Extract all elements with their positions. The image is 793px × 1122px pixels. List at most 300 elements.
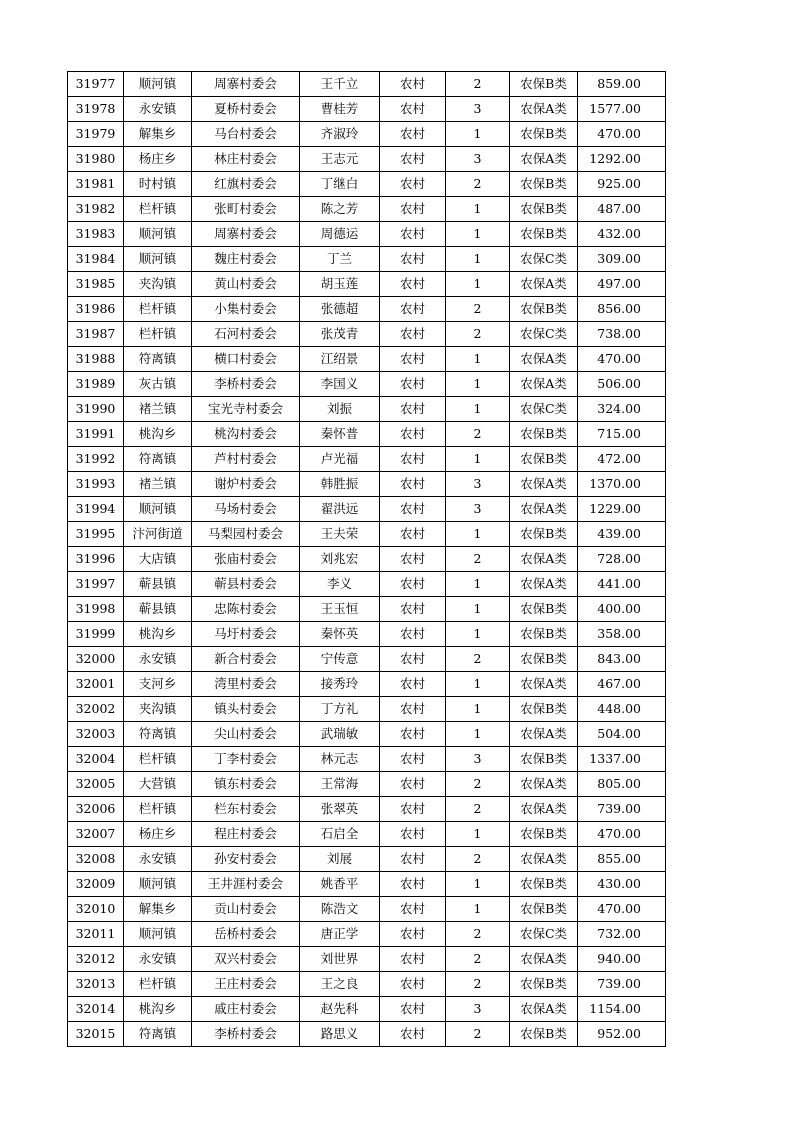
name-cell: 周德运 <box>300 222 380 247</box>
household-type-cell: 农村 <box>380 422 446 447</box>
household-size-cell: 2 <box>446 547 510 572</box>
table-body <box>68 72 666 1047</box>
household-size-cell: 2 <box>446 847 510 872</box>
township-cell: 解集乡 <box>124 122 192 147</box>
township-cell: 栏杆镇 <box>124 322 192 347</box>
name-cell: 张翠英 <box>300 797 380 822</box>
record-id-cell: 32005 <box>68 772 124 797</box>
record-id-cell: 31992 <box>68 447 124 472</box>
table-row <box>68 797 666 822</box>
household-type-cell: 农村 <box>380 1022 446 1047</box>
township-cell: 顺河镇 <box>124 872 192 897</box>
household-size-cell: 3 <box>446 147 510 172</box>
insurance-category-cell: 农保B类 <box>510 422 578 447</box>
household-size-cell: 1 <box>446 822 510 847</box>
table-row <box>68 497 666 522</box>
village-committee-cell: 宝光寺村委会 <box>192 397 300 422</box>
township-cell: 顺河镇 <box>124 497 192 522</box>
name-cell: 姚香平 <box>300 872 380 897</box>
record-id-cell: 31995 <box>68 522 124 547</box>
village-committee-cell: 蕲县村委会 <box>192 572 300 597</box>
household-type-cell: 农村 <box>380 622 446 647</box>
township-cell: 永安镇 <box>124 847 192 872</box>
township-cell: 大营镇 <box>124 772 192 797</box>
village-committee-cell: 李桥村委会 <box>192 372 300 397</box>
village-committee-cell: 芦村村委会 <box>192 447 300 472</box>
table-row <box>68 872 666 897</box>
record-id-cell: 31997 <box>68 572 124 597</box>
village-committee-cell: 忠陈村委会 <box>192 597 300 622</box>
household-size-cell: 1 <box>446 372 510 397</box>
township-cell: 杨庄乡 <box>124 147 192 172</box>
insurance-category-cell: 农保C类 <box>510 247 578 272</box>
record-id-cell: 31994 <box>68 497 124 522</box>
household-type-cell: 农村 <box>380 372 446 397</box>
table-row <box>68 322 666 347</box>
household-type-cell: 农村 <box>380 747 446 772</box>
household-type-cell: 农村 <box>380 147 446 172</box>
household-type-cell: 农村 <box>380 847 446 872</box>
household-size-cell: 1 <box>446 347 510 372</box>
township-cell: 解集乡 <box>124 897 192 922</box>
amount-cell: 1370.00 <box>578 472 666 497</box>
insurance-category-cell: 农保A类 <box>510 772 578 797</box>
record-id-cell: 32001 <box>68 672 124 697</box>
record-id-cell: 31991 <box>68 422 124 447</box>
insurance-category-cell: 农保A类 <box>510 472 578 497</box>
village-committee-cell: 孙安村委会 <box>192 847 300 872</box>
name-cell: 胡玉莲 <box>300 272 380 297</box>
name-cell: 秦怀英 <box>300 622 380 647</box>
insurance-category-cell: 农保B类 <box>510 522 578 547</box>
household-type-cell: 农村 <box>380 272 446 297</box>
household-type-cell: 农村 <box>380 997 446 1022</box>
household-size-cell: 1 <box>446 697 510 722</box>
name-cell: 宁传意 <box>300 647 380 672</box>
township-cell: 蕲县镇 <box>124 572 192 597</box>
household-type-cell: 农村 <box>380 697 446 722</box>
household-type-cell: 农村 <box>380 922 446 947</box>
name-cell: 刘振 <box>300 397 380 422</box>
insurance-category-cell: 农保B类 <box>510 897 578 922</box>
insurance-category-cell: 农保A类 <box>510 672 578 697</box>
record-id-cell: 32015 <box>68 1022 124 1047</box>
table-row <box>68 597 666 622</box>
record-id-cell: 32010 <box>68 897 124 922</box>
insurance-category-cell: 农保B类 <box>510 972 578 997</box>
village-committee-cell: 夏桥村委会 <box>192 97 300 122</box>
household-type-cell: 农村 <box>380 447 446 472</box>
amount-cell: 472.00 <box>578 447 666 472</box>
record-id-cell: 32014 <box>68 997 124 1022</box>
household-type-cell: 农村 <box>380 222 446 247</box>
name-cell: 秦怀普 <box>300 422 380 447</box>
table-row <box>68 1022 666 1047</box>
table-row <box>68 197 666 222</box>
amount-cell: 309.00 <box>578 247 666 272</box>
amount-cell: 441.00 <box>578 572 666 597</box>
amount-cell: 952.00 <box>578 1022 666 1047</box>
insurance-category-cell: 农保A类 <box>510 997 578 1022</box>
village-committee-cell: 丁李村委会 <box>192 747 300 772</box>
table-row <box>68 697 666 722</box>
amount-cell: 1154.00 <box>578 997 666 1022</box>
village-committee-cell: 桃沟村委会 <box>192 422 300 447</box>
household-size-cell: 2 <box>446 1022 510 1047</box>
insurance-category-cell: 农保B类 <box>510 297 578 322</box>
amount-cell: 1337.00 <box>578 747 666 772</box>
township-cell: 夹沟镇 <box>124 272 192 297</box>
amount-cell: 940.00 <box>578 947 666 972</box>
household-size-cell: 3 <box>446 997 510 1022</box>
table-row <box>68 572 666 597</box>
amount-cell: 467.00 <box>578 672 666 697</box>
household-type-cell: 农村 <box>380 72 446 97</box>
household-size-cell: 1 <box>446 622 510 647</box>
village-committee-cell: 镇东村委会 <box>192 772 300 797</box>
amount-cell: 497.00 <box>578 272 666 297</box>
record-id-cell: 32007 <box>68 822 124 847</box>
record-id-cell: 32008 <box>68 847 124 872</box>
village-committee-cell: 李桥村委会 <box>192 1022 300 1047</box>
record-id-cell: 31990 <box>68 397 124 422</box>
township-cell: 时村镇 <box>124 172 192 197</box>
name-cell: 丁方礼 <box>300 697 380 722</box>
village-committee-cell: 魏庄村委会 <box>192 247 300 272</box>
township-cell: 顺河镇 <box>124 247 192 272</box>
household-type-cell: 农村 <box>380 172 446 197</box>
name-cell: 丁继白 <box>300 172 380 197</box>
insurance-category-cell: 农保B类 <box>510 447 578 472</box>
insurance-category-cell: 农保B类 <box>510 172 578 197</box>
record-id-cell: 31980 <box>68 147 124 172</box>
table-row <box>68 422 666 447</box>
township-cell: 杨庄乡 <box>124 822 192 847</box>
table-row <box>68 847 666 872</box>
table-row <box>68 122 666 147</box>
household-type-cell: 农村 <box>380 122 446 147</box>
name-cell: 丁兰 <box>300 247 380 272</box>
village-committee-cell: 周寨村委会 <box>192 72 300 97</box>
insurance-category-cell: 农保A类 <box>510 572 578 597</box>
name-cell: 武瑞敏 <box>300 722 380 747</box>
record-id-cell: 31987 <box>68 322 124 347</box>
amount-cell: 504.00 <box>578 722 666 747</box>
household-size-cell: 2 <box>446 972 510 997</box>
insurance-category-cell: 农保C类 <box>510 922 578 947</box>
amount-cell: 732.00 <box>578 922 666 947</box>
amount-cell: 470.00 <box>578 347 666 372</box>
household-size-cell: 1 <box>446 247 510 272</box>
household-type-cell: 农村 <box>380 547 446 572</box>
village-committee-cell: 周寨村委会 <box>192 222 300 247</box>
township-cell: 桃沟乡 <box>124 997 192 1022</box>
household-type-cell: 农村 <box>380 872 446 897</box>
amount-cell: 358.00 <box>578 622 666 647</box>
record-id-cell: 31986 <box>68 297 124 322</box>
name-cell: 刘展 <box>300 847 380 872</box>
village-committee-cell: 栏东村委会 <box>192 797 300 822</box>
name-cell: 江绍景 <box>300 347 380 372</box>
household-size-cell: 1 <box>446 672 510 697</box>
amount-cell: 715.00 <box>578 422 666 447</box>
insurance-category-cell: 农保B类 <box>510 647 578 672</box>
record-id-cell: 31984 <box>68 247 124 272</box>
table-row <box>68 97 666 122</box>
table-row <box>68 522 666 547</box>
record-id-cell: 32013 <box>68 972 124 997</box>
name-cell: 卢光福 <box>300 447 380 472</box>
household-size-cell: 2 <box>446 647 510 672</box>
record-id-cell: 31996 <box>68 547 124 572</box>
insurance-category-cell: 农保B类 <box>510 1022 578 1047</box>
township-cell: 栏杆镇 <box>124 197 192 222</box>
household-type-cell: 农村 <box>380 947 446 972</box>
household-type-cell: 农村 <box>380 597 446 622</box>
household-size-cell: 2 <box>446 297 510 322</box>
household-size-cell: 1 <box>446 222 510 247</box>
household-size-cell: 2 <box>446 797 510 822</box>
township-cell: 永安镇 <box>124 97 192 122</box>
record-id-cell: 31993 <box>68 472 124 497</box>
household-type-cell: 农村 <box>380 972 446 997</box>
name-cell: 石启全 <box>300 822 380 847</box>
insurance-category-cell: 农保C类 <box>510 397 578 422</box>
household-size-cell: 1 <box>446 197 510 222</box>
name-cell: 唐正学 <box>300 922 380 947</box>
amount-cell: 855.00 <box>578 847 666 872</box>
village-committee-cell: 戚庄村委会 <box>192 997 300 1022</box>
amount-cell: 859.00 <box>578 72 666 97</box>
name-cell: 曹桂芳 <box>300 97 380 122</box>
table-row <box>68 272 666 297</box>
household-size-cell: 1 <box>446 872 510 897</box>
name-cell: 张茂青 <box>300 322 380 347</box>
amount-cell: 1577.00 <box>578 97 666 122</box>
table-row <box>68 722 666 747</box>
village-committee-cell: 双兴村委会 <box>192 947 300 972</box>
record-id-cell: 32011 <box>68 922 124 947</box>
township-cell: 桃沟乡 <box>124 422 192 447</box>
household-type-cell: 农村 <box>380 247 446 272</box>
village-committee-cell: 红旗村委会 <box>192 172 300 197</box>
household-size-cell: 1 <box>446 122 510 147</box>
household-type-cell: 农村 <box>380 722 446 747</box>
township-cell: 灰古镇 <box>124 372 192 397</box>
insurance-category-cell: 农保B类 <box>510 122 578 147</box>
table-row <box>68 372 666 397</box>
village-committee-cell: 马圩村委会 <box>192 622 300 647</box>
name-cell: 接秀玲 <box>300 672 380 697</box>
amount-cell: 739.00 <box>578 972 666 997</box>
amount-cell: 470.00 <box>578 822 666 847</box>
name-cell: 翟洪远 <box>300 497 380 522</box>
household-size-cell: 1 <box>446 522 510 547</box>
township-cell: 符离镇 <box>124 1022 192 1047</box>
table-row <box>68 547 666 572</box>
table-row <box>68 297 666 322</box>
name-cell: 王之良 <box>300 972 380 997</box>
household-type-cell: 农村 <box>380 772 446 797</box>
village-committee-cell: 马台村委会 <box>192 122 300 147</box>
village-committee-cell: 程庄村委会 <box>192 822 300 847</box>
amount-cell: 843.00 <box>578 647 666 672</box>
village-committee-cell: 小集村委会 <box>192 297 300 322</box>
insurance-category-cell: 农保B类 <box>510 597 578 622</box>
record-id-cell: 32000 <box>68 647 124 672</box>
amount-cell: 805.00 <box>578 772 666 797</box>
name-cell: 韩胜振 <box>300 472 380 497</box>
amount-cell: 856.00 <box>578 297 666 322</box>
insurance-category-cell: 农保A类 <box>510 272 578 297</box>
household-type-cell: 农村 <box>380 672 446 697</box>
insurance-category-cell: 农保B类 <box>510 222 578 247</box>
amount-cell: 739.00 <box>578 797 666 822</box>
record-id-cell: 31983 <box>68 222 124 247</box>
household-size-cell: 1 <box>446 272 510 297</box>
record-id-cell: 31998 <box>68 597 124 622</box>
table-row <box>68 472 666 497</box>
amount-cell: 470.00 <box>578 122 666 147</box>
household-size-cell: 1 <box>446 572 510 597</box>
village-committee-cell: 马梨园村委会 <box>192 522 300 547</box>
amount-cell: 448.00 <box>578 697 666 722</box>
village-committee-cell: 石河村委会 <box>192 322 300 347</box>
amount-cell: 324.00 <box>578 397 666 422</box>
name-cell: 路思义 <box>300 1022 380 1047</box>
township-cell: 桃沟乡 <box>124 622 192 647</box>
township-cell: 符离镇 <box>124 447 192 472</box>
village-committee-cell: 横口村委会 <box>192 347 300 372</box>
name-cell: 陈浩文 <box>300 897 380 922</box>
insurance-category-cell: 农保B类 <box>510 822 578 847</box>
village-committee-cell: 王井涯村委会 <box>192 872 300 897</box>
table-row <box>68 222 666 247</box>
township-cell: 栏杆镇 <box>124 797 192 822</box>
household-size-cell: 1 <box>446 722 510 747</box>
household-type-cell: 农村 <box>380 647 446 672</box>
table-row <box>68 622 666 647</box>
village-committee-cell: 张庙村委会 <box>192 547 300 572</box>
amount-cell: 925.00 <box>578 172 666 197</box>
record-id-cell: 31982 <box>68 197 124 222</box>
village-committee-cell: 张町村委会 <box>192 197 300 222</box>
record-id-cell: 31978 <box>68 97 124 122</box>
table-row <box>68 647 666 672</box>
record-id-cell: 32006 <box>68 797 124 822</box>
household-size-cell: 3 <box>446 747 510 772</box>
township-cell: 栏杆镇 <box>124 747 192 772</box>
amount-cell: 1229.00 <box>578 497 666 522</box>
record-id-cell: 31977 <box>68 72 124 97</box>
household-size-cell: 1 <box>446 897 510 922</box>
household-type-cell: 农村 <box>380 522 446 547</box>
village-committee-cell: 镇头村委会 <box>192 697 300 722</box>
amount-cell: 487.00 <box>578 197 666 222</box>
village-committee-cell: 林庄村委会 <box>192 147 300 172</box>
household-size-cell: 3 <box>446 472 510 497</box>
amount-cell: 738.00 <box>578 322 666 347</box>
amount-cell: 728.00 <box>578 547 666 572</box>
household-size-cell: 3 <box>446 97 510 122</box>
table-row <box>68 922 666 947</box>
insurance-category-cell: 农保B类 <box>510 622 578 647</box>
record-id-cell: 32009 <box>68 872 124 897</box>
record-id-cell: 31981 <box>68 172 124 197</box>
name-cell: 刘兆宏 <box>300 547 380 572</box>
amount-cell: 400.00 <box>578 597 666 622</box>
household-type-cell: 农村 <box>380 197 446 222</box>
household-size-cell: 2 <box>446 72 510 97</box>
insurance-category-cell: 农保A类 <box>510 97 578 122</box>
name-cell: 李国义 <box>300 372 380 397</box>
village-committee-cell: 岳桥村委会 <box>192 922 300 947</box>
household-type-cell: 农村 <box>380 497 446 522</box>
name-cell: 王志元 <box>300 147 380 172</box>
household-size-cell: 2 <box>446 772 510 797</box>
household-type-cell: 农村 <box>380 797 446 822</box>
amount-cell: 432.00 <box>578 222 666 247</box>
name-cell: 王玉恒 <box>300 597 380 622</box>
amount-cell: 439.00 <box>578 522 666 547</box>
table-row <box>68 997 666 1022</box>
insurance-category-cell: 农保B类 <box>510 72 578 97</box>
village-committee-cell: 贡山村委会 <box>192 897 300 922</box>
township-cell: 蕲县镇 <box>124 597 192 622</box>
amount-cell: 430.00 <box>578 872 666 897</box>
household-type-cell: 农村 <box>380 322 446 347</box>
village-committee-cell: 黄山村委会 <box>192 272 300 297</box>
table-row <box>68 397 666 422</box>
household-type-cell: 农村 <box>380 397 446 422</box>
township-cell: 夹沟镇 <box>124 697 192 722</box>
insurance-category-cell: 农保A类 <box>510 847 578 872</box>
village-committee-cell: 谢炉村委会 <box>192 472 300 497</box>
table-row <box>68 897 666 922</box>
household-type-cell: 农村 <box>380 472 446 497</box>
name-cell: 王常海 <box>300 772 380 797</box>
village-committee-cell: 新合村委会 <box>192 647 300 672</box>
insurance-category-cell: 农保C类 <box>510 322 578 347</box>
insurance-category-cell: 农保A类 <box>510 947 578 972</box>
name-cell: 陈之芳 <box>300 197 380 222</box>
township-cell: 栏杆镇 <box>124 297 192 322</box>
insurance-category-cell: 农保A类 <box>510 797 578 822</box>
village-committee-cell: 尖山村委会 <box>192 722 300 747</box>
township-cell: 永安镇 <box>124 647 192 672</box>
household-type-cell: 农村 <box>380 822 446 847</box>
insurance-category-cell: 农保B类 <box>510 197 578 222</box>
name-cell: 张德超 <box>300 297 380 322</box>
table-row <box>68 972 666 997</box>
township-cell: 顺河镇 <box>124 922 192 947</box>
name-cell: 王千立 <box>300 72 380 97</box>
name-cell: 李义 <box>300 572 380 597</box>
household-size-cell: 1 <box>446 597 510 622</box>
household-type-cell: 农村 <box>380 347 446 372</box>
household-type-cell: 农村 <box>380 97 446 122</box>
record-id-cell: 31988 <box>68 347 124 372</box>
table-row <box>68 347 666 372</box>
household-type-cell: 农村 <box>380 297 446 322</box>
township-cell: 大店镇 <box>124 547 192 572</box>
township-cell: 汴河街道 <box>124 522 192 547</box>
insurance-category-cell: 农保A类 <box>510 147 578 172</box>
insurance-category-cell: 农保A类 <box>510 347 578 372</box>
township-cell: 栏杆镇 <box>124 972 192 997</box>
insurance-category-cell: 农保A类 <box>510 497 578 522</box>
township-cell: 顺河镇 <box>124 222 192 247</box>
